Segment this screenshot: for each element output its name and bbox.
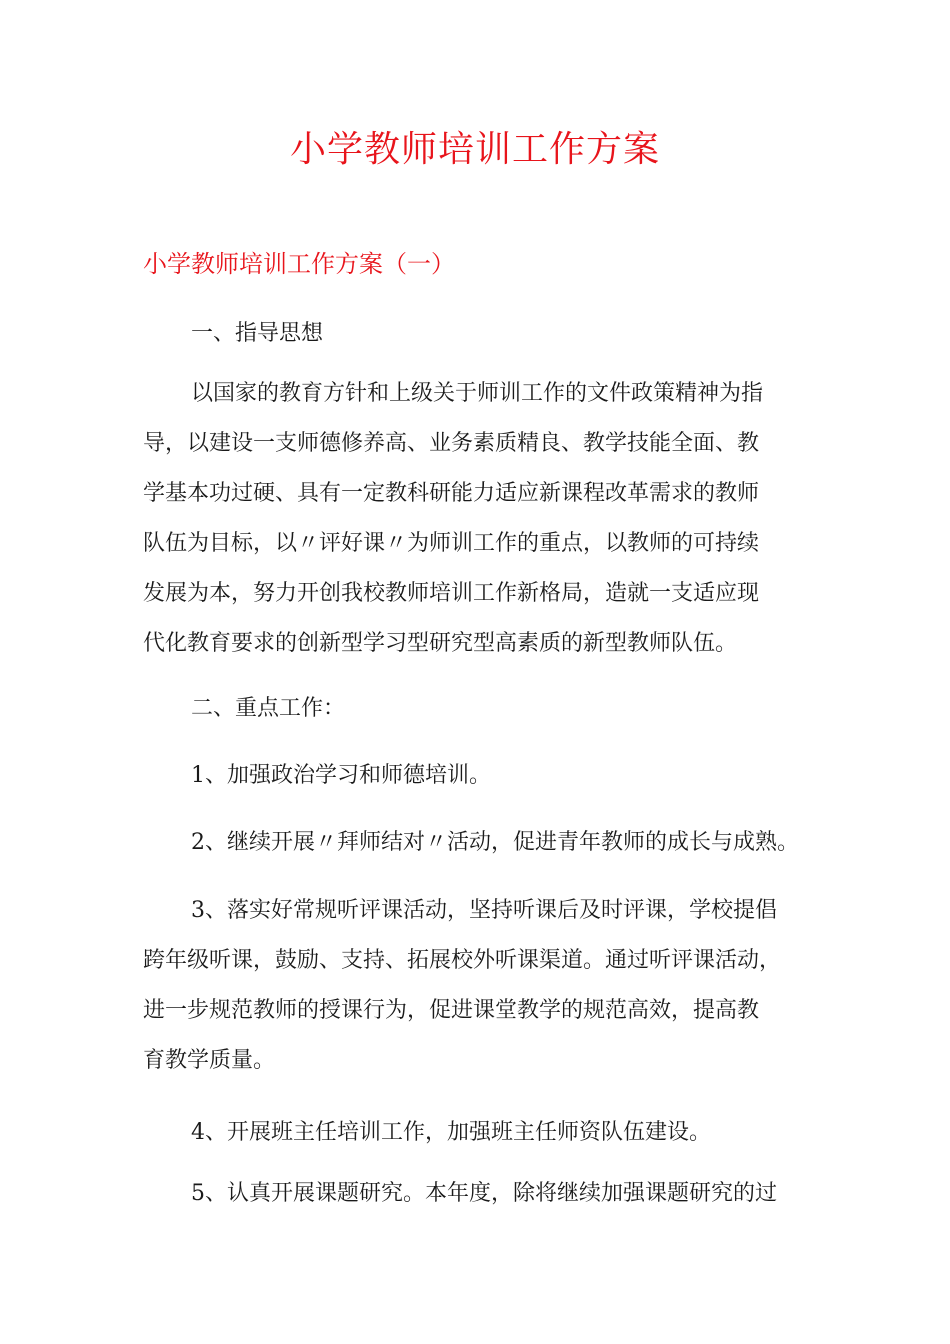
section-title: 小学教师培训工作方案（一）: [143, 250, 455, 278]
paragraph-line: 3、落实好常规听评课活动，坚持听课后及时评课，学校提倡: [191, 898, 777, 923]
list-item-2: 2、继续开展〃拜师结对〃活动，促进青年教师的成长与成熟。: [191, 830, 799, 855]
paragraph-line: 育教学质量。: [143, 1048, 276, 1073]
paragraph-line: 代化教育要求的创新型学习型研究型高素质的新型教师队伍。: [143, 631, 738, 656]
list-item-1: 1、加强政治学习和师德培训。: [191, 763, 491, 788]
paragraph-line: 发展为本，努力开创我校教师培训工作新格局，造就一支适应现: [143, 581, 760, 606]
heading-key-work: 二、重点工作：: [191, 696, 346, 721]
list-item-5: 5、认真开展课题研究。本年度，除将继续加强课题研究的过: [191, 1181, 777, 1206]
paragraph-line: 进一步规范教师的授课行为，促进课堂教学的规范高效，提高教: [143, 998, 760, 1023]
document-title: 小学教师培训工作方案: [289, 129, 660, 170]
paragraph-line: 以国家的教育方针和上级关于师训工作的文件政策精神为指: [191, 381, 764, 406]
list-item-4: 4、开展班主任培训工作，加强班主任师资队伍建设。: [191, 1120, 711, 1145]
paragraph-line: 跨年级听课，鼓励、支持、拓展校外听课渠道。通过听评课活动，: [143, 948, 782, 973]
paragraph-line: 队伍为目标，以〃评好课〃为师训工作的重点，以教师的可持续: [143, 531, 760, 556]
paragraph-line: 导，以建设一支师德修养高、业务素质精良、教学技能全面、教: [143, 431, 760, 456]
paragraph-line: 学基本功过硬、具有一定教科研能力适应新课程改革需求的教师: [143, 481, 760, 506]
heading-guiding-thought: 一、指导思想: [191, 321, 324, 346]
